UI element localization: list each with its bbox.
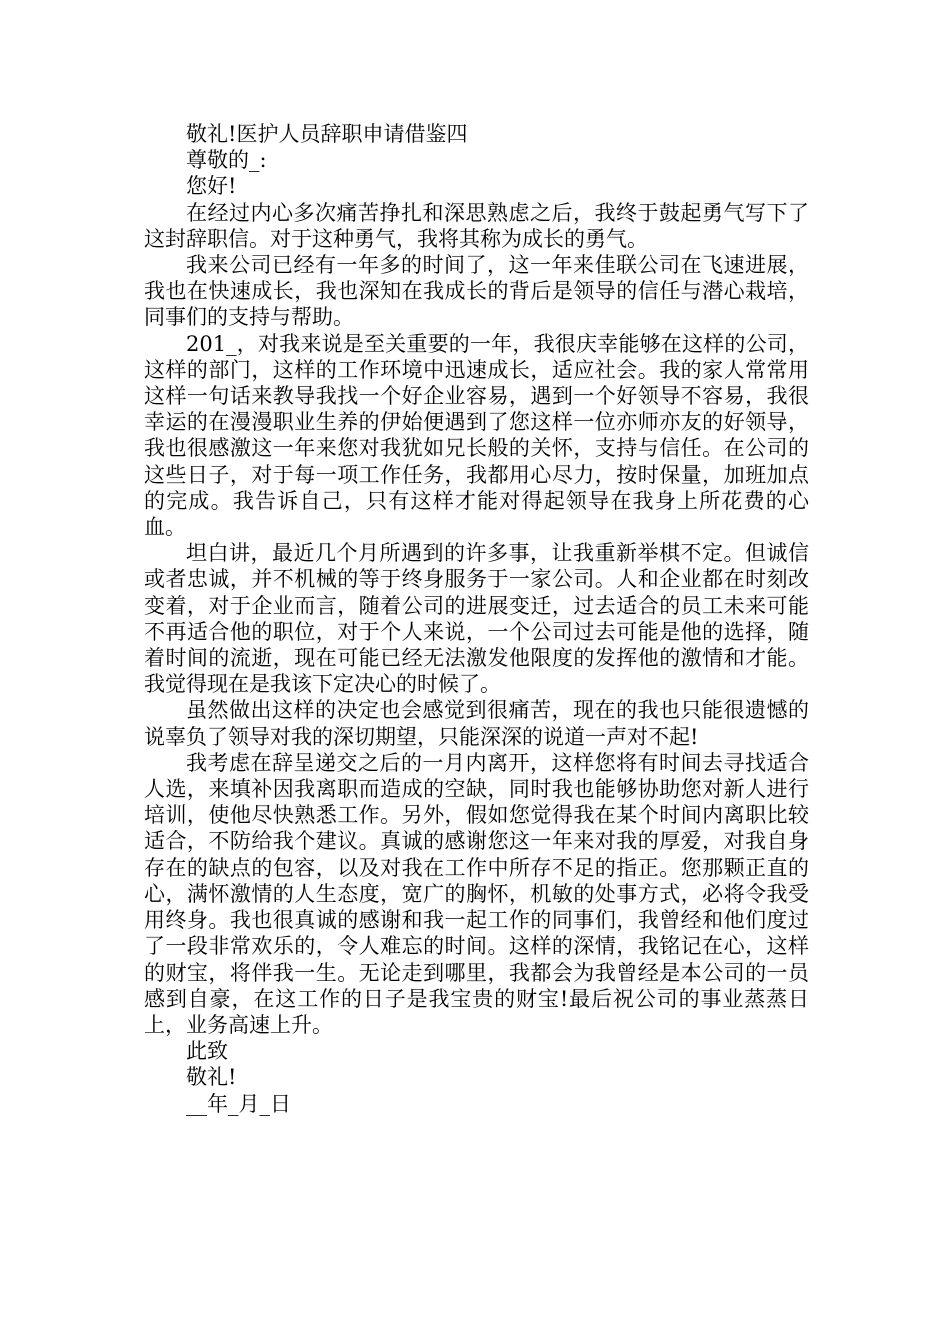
paragraph-3: 201_，对我来说是至关重要的一年，我很庆幸能够在这样的公司，这样的部门，这样的工作环境中迅速成长，适应社会。我的家人常常用这样一句话来教导我找一个好企业容易，遇到一个好领导不容易，我很幸运的在漫漫职业生养的伊始便遇到了您这样一位亦师亦友的好领导，我也很感激这一年来您对我犹如兄长般的关怀，支持与信任。在公司的这些日子，对于每一项工作任务，我都用心尽力，按时保量，加班加点的完成。我告诉自己，只有这样才能对得起领导在我身上所花费的心血。 xyxy=(144,331,809,540)
paragraph-5: 虽然做出这样的决定也会感觉到很痛苦，现在的我也只能很遗憾的说辜负了领导对我的深切期望，只能深深的说道一声对不起! xyxy=(144,698,809,749)
salutation: 尊敬的_: xyxy=(186,148,267,173)
greeting: 您好! xyxy=(186,174,237,199)
paragraph-6: 我考虑在辞呈递交之后的一月内离开，这样您将有时间去寻找适合人选，来填补因我离职而造成的空缺，同时我也能够协助您对新人进行培训，使他尽快熟悉工作。另外，假如您觉得我在某个时间内离职比较适合，不防给我个建议。真诚的感谢您这一年来对我的厚爱，对我自身存在的缺点的包容，以及对我在工作中所存不足的指正。您那颗正直的心，满怀激情的人生态度，宽广的胸怀，机敏的处事方式，必将令我受用终身。我也很真诚的感谢和我一起工作的同事们，我曾经和他们度过了一段非常欢乐的，令人难忘的时间。这样的深情，我铭记在心，这样的财宝，将伴我一生。无论走到哪里，我都会为我曾经是本公司的一员感到自豪，在这工作的日子是我宝贵的财宝!最后祝公司的事业蒸蒸日上，业务高速上升。 xyxy=(144,750,809,1037)
document-body xyxy=(144,121,809,1117)
closing-ci-zhi: 此致 xyxy=(186,1039,228,1064)
paragraph-2: 我来公司已经有一年多的时间了，这一年来佳联公司在飞速进展，我也在快速成长，我也深知在我成长的背后是领导的信任与潜心栽培，同事们的支持与帮助。 xyxy=(144,253,809,330)
closing-jing-li: 敬礼! xyxy=(186,1065,237,1090)
paragraph-4: 坦白讲，最近几个月所遇到的许多事，让我重新举棋不定。但诚信或者忠诚，并不机械的等于终身服务于一家公司。人和企业都在时刻改变着，对于企业而言，随着公司的进展变迁，过去适合的员工未来可能不再适合他的职位，对于个人来说，一个公司过去可能是他的选择，随着时间的流逝，现在可能已经无法激发他限度的发挥他的激情和才能。我觉得现在是我该下定决心的时候了。 xyxy=(144,541,809,697)
heading-line: 敬礼!医护人员辞职申请借鉴四 xyxy=(186,122,468,146)
paragraph-1: 在经过内心多次痛苦挣扎和深思熟虑之后，我终于鼓起勇气写下了这封辞职信。对于这种勇气，我将其称为成长的勇气。 xyxy=(144,200,809,251)
date-line: __年_月_日 xyxy=(186,1091,291,1116)
